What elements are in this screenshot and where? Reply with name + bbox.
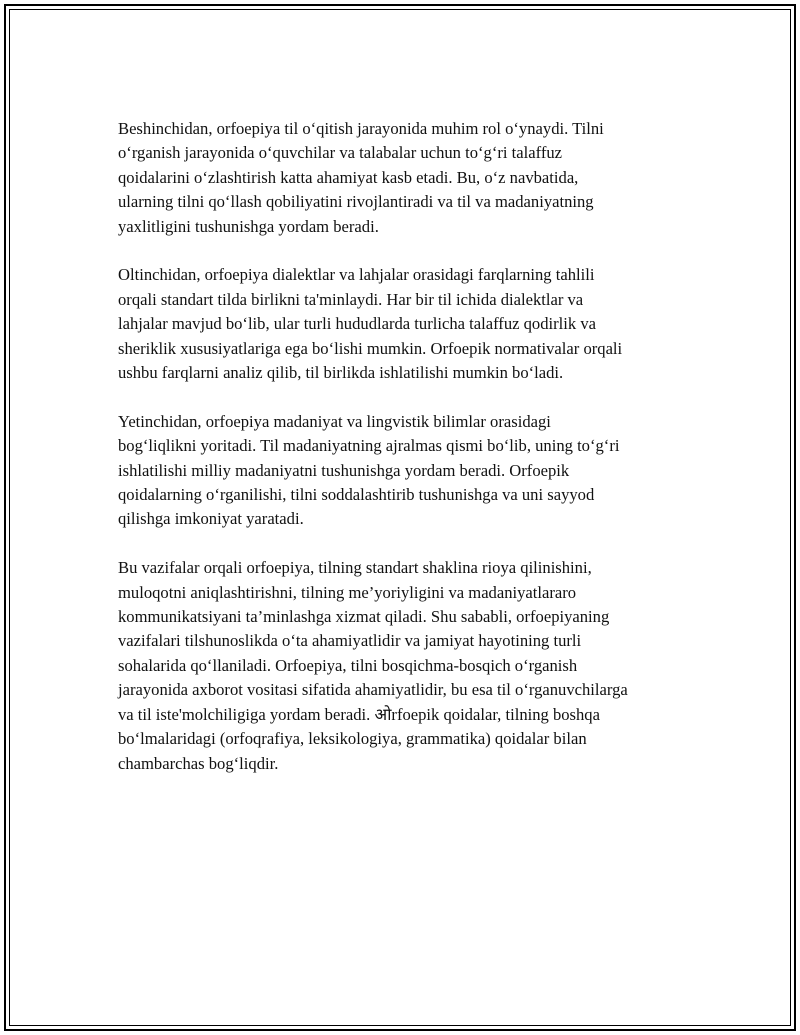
text-line: qilishga imkoniyat yaratadi. (118, 509, 304, 529)
text-line: orqali standart tilda birlikni ta'minlaydi. Har bir til ichida dialektlar va (118, 289, 584, 309)
text-line: sohalarida qo‘llaniladi. Orfoepiya, tilni bosqichma-bosqich o‘rganish (118, 655, 578, 675)
paragraph-bu-vazifalar (118, 556, 718, 776)
text-line: muloqotni aniqlashtirishni, tilning me’yoriyligini va madaniyatlararo (118, 582, 577, 602)
text-line: va til iste'molchiligiga yordam beradi. ओrfoepik qoidalar, tilning boshqa (118, 704, 600, 724)
text-line: Oltinchidan, orfoepiya dialektlar va lahjalar orasidagi farqlarning tahlili (118, 265, 595, 285)
text-line: bo‘lmalaridagi (orfoqrafiya, leksikologiya, grammatika) qoidalar bilan (118, 729, 587, 749)
paragraph-beshinchidan (118, 117, 718, 239)
text-line: qoidalarini o‘zlashtirish katta ahamiyat kasb etadi. Bu, o‘z navbatida, (118, 167, 579, 187)
text-line: Beshinchidan, orfoepiya til o‘qitish jarayonida muhim rol o‘ynaydi. Tilni (118, 119, 604, 138)
text-line: ularning tilni qo‘llash qobiliyatini rivojlantiradi va til va madaniyatning (118, 192, 594, 212)
text-line: ishlatilishi milliy madaniyatni tushunishga yordam beradi. Orfoepik (118, 460, 570, 480)
text-line: o‘rganish jarayonida o‘quvchilar va talabalar uchun to‘g‘ri talaffuz (118, 143, 563, 163)
text-line: sheriklik xususiyatlariga ega bo‘lishi mumkin. Orfoepik normativalar orqali (118, 338, 623, 358)
paragraph-yetinchidan (118, 410, 718, 532)
text-line: Yetinchidan, orfoepiya madaniyat va lingvistik bilimlar orasidagi (118, 411, 551, 431)
document-body (118, 117, 718, 800)
paragraph-oltinchidan (118, 263, 718, 385)
text-line: jarayonida axborot vositasi sifatida ahamiyatlidir, bu esa til o‘rganuvchilarga (118, 680, 628, 700)
text-line: bog‘liqlikni yoritadi. Til madaniyatning ajralmas qismi bo‘lib, uning to‘g‘ri (118, 436, 620, 456)
text-line: ushbu farqlarni analiz qilib, til birlikda ishlatilishi mumkin bo‘ladi. (118, 363, 564, 383)
text-line: yaxlitligini tushunishga yordam beradi. (118, 216, 379, 236)
text-line: chambarchas bog‘liqdir. (118, 753, 279, 773)
text-line: Bu vazifalar orqali orfoepiya, tilning standart shaklina rioya qilinishini, (118, 558, 592, 578)
text-line: lahjalar mavjud bo‘lib, ular turli hududlarda turlicha talaffuz qodirlik va (118, 314, 596, 334)
text-line: vazifalari tilshunoslikda o‘ta ahamiyatlidir va jamiyat hayotining turli (118, 631, 582, 651)
text-line: qoidalarning o‘rganilishi, tilni soddalashtirib tushunishga va uni sayyod (118, 485, 595, 505)
text-line: kommunikatsiyani ta’minlashga xizmat qiladi. Shu sababli, orfoepiyaning (118, 607, 610, 627)
